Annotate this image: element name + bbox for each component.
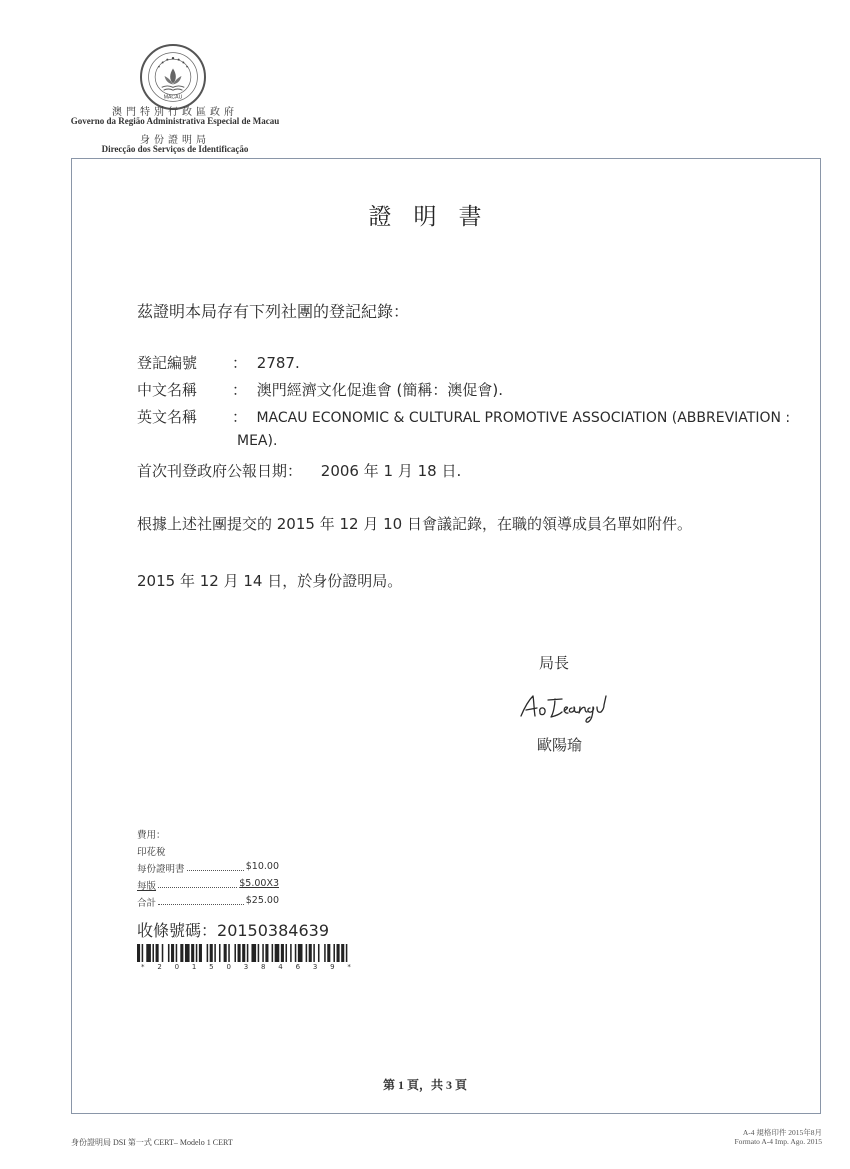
barcode-bar — [275, 944, 280, 962]
barcode-digit: 1 — [191, 963, 197, 971]
barcode-bar — [265, 944, 268, 962]
barcode-digit: 3 — [312, 963, 318, 971]
receipt-number-line — [137, 918, 329, 941]
barcode-bar — [238, 944, 241, 962]
print-format-footer-pt: Formato A-4 Imp. Ago. 2015 — [734, 1137, 822, 1146]
seal-text: MACAU — [163, 94, 183, 101]
field-value-continued: MEA). — [237, 433, 278, 449]
agency-name-pt: Governo da Região Administrativa Especial de Macau — [70, 116, 280, 126]
barcode-bar — [142, 944, 144, 962]
fee-amount: $10.00 — [245, 861, 279, 872]
receipt-number: 20150384639 — [217, 921, 329, 940]
barcode-bar — [333, 944, 335, 962]
barcode-bar — [171, 944, 174, 962]
barcode-bar — [272, 944, 274, 962]
barcode-bar — [156, 944, 159, 962]
barcode-bar — [185, 944, 190, 962]
barcode-bar — [196, 944, 198, 962]
barcode-bar — [341, 944, 344, 962]
barcode-digits — [141, 963, 351, 971]
fee-amount: $25.00 — [245, 895, 279, 906]
barcode-bar — [242, 944, 245, 962]
signatory-name: 歐陽瑜 — [537, 736, 583, 754]
barcode-digit: 0 — [226, 963, 231, 971]
barcode-bar — [152, 944, 154, 962]
barcode-bar — [285, 944, 287, 962]
field-label: 登記編號 — [137, 354, 198, 372]
barcode-bar — [180, 944, 183, 962]
barcode-bar — [251, 944, 256, 962]
document-title: 證明書 — [368, 204, 504, 229]
barcode-bar — [176, 944, 178, 962]
barcode-digit: * — [347, 963, 351, 971]
barcode-bar — [313, 944, 315, 962]
fee-row — [137, 878, 279, 892]
barcode-bar — [146, 944, 151, 962]
fee-name: 每版 — [137, 881, 157, 892]
signatory-title: 局長 — [539, 654, 570, 672]
barcode-digit: 5 — [209, 963, 214, 971]
fees-heading: 費用： — [137, 830, 166, 841]
barcode-bar — [137, 944, 140, 962]
department-name-cn: 身份證明局 — [140, 135, 210, 146]
barcode-bar — [219, 944, 221, 962]
fee-name: 合計 — [137, 898, 157, 909]
barcode-digit: * — [141, 963, 145, 971]
barcode-digit: 4 — [278, 963, 283, 971]
form-code-footer: 身份證明局 DSI 第一式 CERT– Modelo 1 CERT — [71, 1138, 233, 1147]
barcode-digit: 6 — [295, 963, 301, 971]
barcode-bar — [295, 944, 297, 962]
barcode-bar — [262, 944, 264, 962]
barcode-bar — [168, 944, 170, 962]
barcode-digit: 9 — [330, 963, 335, 971]
barcode-bar — [234, 944, 236, 962]
barcode-bar — [337, 944, 340, 962]
barcode-bar — [318, 944, 320, 962]
gazette-row — [137, 460, 461, 481]
macau-emblem-seal — [140, 44, 206, 110]
barcode-bar — [309, 944, 312, 962]
barcode-bar — [214, 944, 216, 962]
fee-row — [137, 861, 279, 875]
fee-name: 每份證明書 — [137, 864, 185, 875]
barcode-digit: 3 — [243, 963, 249, 971]
barcode-bar — [207, 944, 209, 962]
barcode-bar — [224, 944, 227, 962]
field-row-english-name: 英文名稱 ： MACAU ECONOMIC & CULTURAL PROMOTIVE ASSOCIATION (ABBREVIATION : — [137, 408, 791, 426]
barcode-bar — [281, 944, 284, 962]
barcode-bar — [199, 944, 202, 962]
lotus-emblem-icon — [142, 46, 204, 108]
barcode-bar — [346, 944, 348, 962]
receipt-barcode — [137, 944, 352, 962]
department-name-pt: Direcção dos Serviços de Identificação — [101, 144, 249, 154]
agency-name-cn: 澳門特別行政區政府 — [112, 107, 238, 118]
field-label: 中文名稱 — [137, 381, 198, 399]
field-value: 2787. — [256, 354, 300, 372]
fee-amount: $5.00X3 — [239, 878, 279, 889]
barcode-bar — [191, 944, 194, 962]
barcode-bar — [298, 944, 303, 962]
barcode-digit: 0 — [174, 963, 180, 971]
barcode-bar — [306, 944, 308, 962]
barcode-bar — [327, 944, 330, 962]
barcode-digit: 8 — [261, 963, 266, 971]
page-indicator: 第 1 頁，共 3 頁 — [382, 1078, 467, 1092]
barcode-bar — [228, 944, 230, 962]
field-value: MACAU ECONOMIC & CULTURAL PROMOTIVE ASSOCIATION (ABBREVIATION : — [256, 410, 791, 426]
handwritten-signature — [518, 690, 618, 724]
barcode-bar — [290, 944, 292, 962]
issue-date-line: 2015 年 12 月 14 日，於身份證明局。 — [137, 572, 403, 590]
field-value: 澳門經濟文化促進會 (簡稱：澳促會). — [256, 381, 504, 399]
field-label: 英文名稱 — [137, 408, 198, 426]
fee-row — [137, 895, 279, 909]
intro-text: 茲證明本局存有下列社團的登記紀錄： — [137, 302, 410, 321]
resolution-paragraph: 根據上述社團提交的 2015 年 12 月 10 日會議記錄，在職的領導成員名單如附件。 — [137, 515, 692, 533]
barcode-bar — [324, 944, 326, 962]
barcode-digit: 2 — [157, 963, 162, 971]
field-row-registration: 登記編號 ： 2787. — [137, 354, 300, 372]
barcode-bar — [247, 944, 249, 962]
gazette-date: 2006 年 1 月 18 日. — [320, 462, 462, 480]
barcode-bar — [162, 944, 164, 962]
barcode-bar — [210, 944, 213, 962]
receipt-label: 收條號碼： — [137, 921, 218, 940]
barcode-bar — [258, 944, 260, 962]
gazette-label: 首次刊登政府公報日期： — [137, 462, 303, 480]
print-format-footer-cn: A-4 規格印件 2015年8月 — [742, 1128, 822, 1137]
stamp-duty-label: 印花稅 — [137, 847, 166, 858]
field-row-chinese-name: 中文名稱 ： 澳門經濟文化促進會 (簡稱：澳促會). — [137, 381, 504, 399]
